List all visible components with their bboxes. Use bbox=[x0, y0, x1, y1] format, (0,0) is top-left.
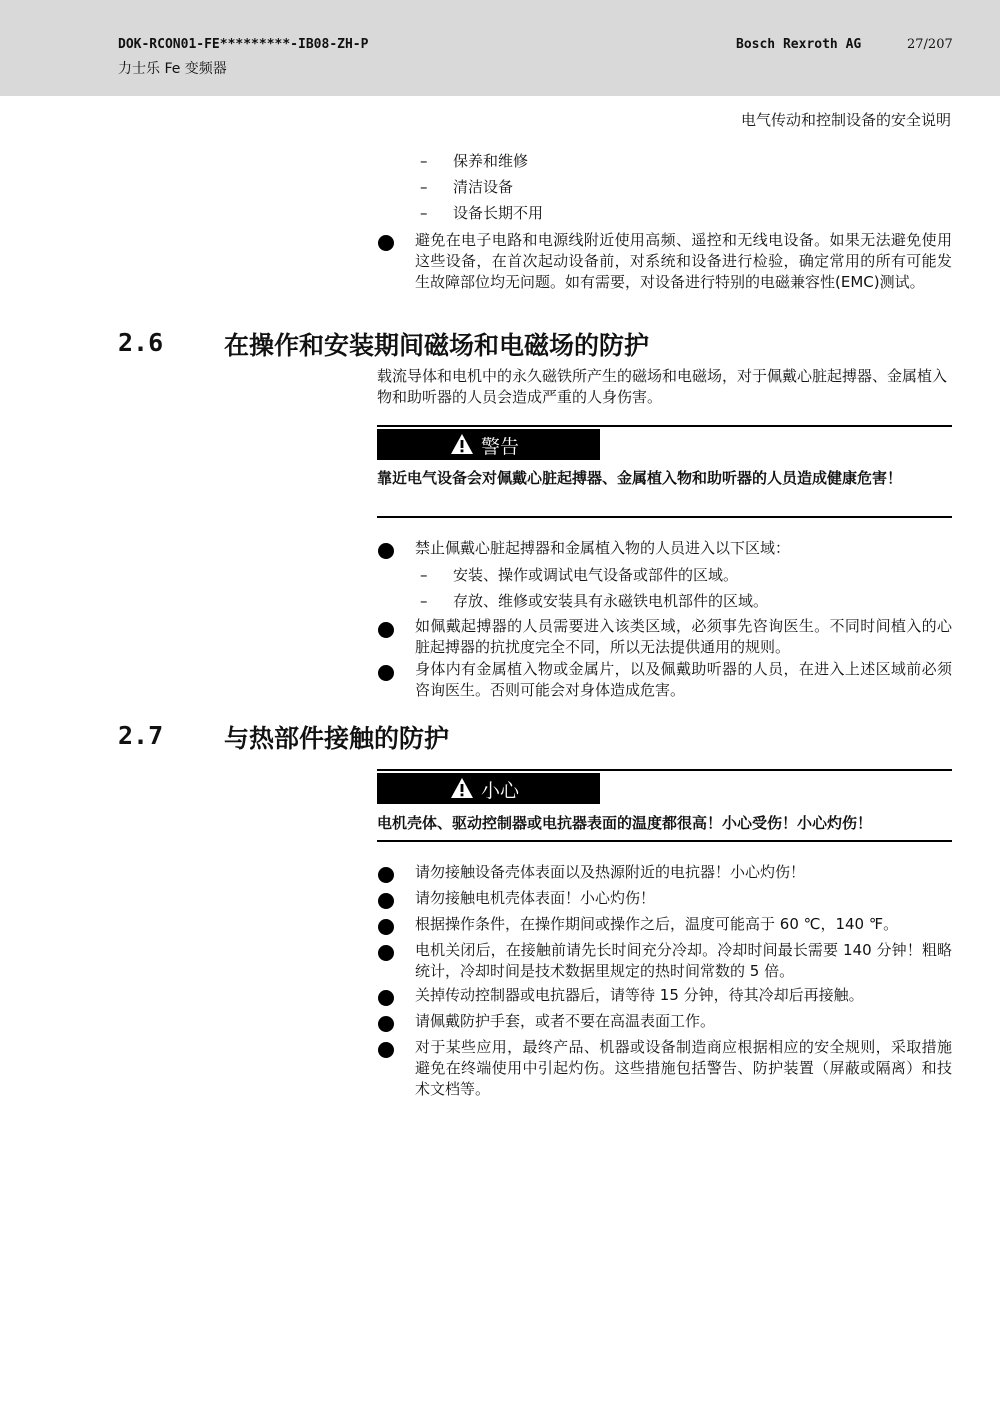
list-item: 如佩戴起搏器的人员需要进入该类区域，必须事先咨询医生。不同时间植入的心脏起搏器的抗扰度完全不同，所以无法提供通用的规则。 bbox=[415, 617, 952, 656]
list-item: 根据操作条件，在操作期间或操作之后，温度可能高于 60 ℃，140 ℉。 bbox=[415, 915, 899, 933]
bullet-icon bbox=[378, 235, 394, 251]
section-number: 2.7 bbox=[118, 721, 164, 750]
caution-bottom-rule bbox=[377, 840, 952, 842]
dash-marker: – bbox=[420, 152, 428, 170]
dash-marker: – bbox=[420, 566, 428, 584]
warning-text: 靠近电气设备会对佩戴心脏起搏器、金属植入物和助听器的人员造成健康危害！ bbox=[377, 469, 903, 487]
bullet-icon bbox=[378, 893, 394, 909]
caution-text: 电机壳体、驱动控制器或电抗器表面的温度都很高！小心受伤！小心灼伤！ bbox=[377, 814, 873, 832]
list-item: 请勿接触设备壳体表面以及热源附近的电抗器！小心灼伤！ bbox=[415, 863, 806, 881]
warning-banner bbox=[377, 429, 600, 460]
bullet-icon bbox=[378, 543, 394, 559]
section-intro: 载流导体和电机中的永久磁铁所产生的磁场和电磁场，对于佩戴心脏起搏器、金属植入物和助听器的人员会造成严重的人身伤害。 bbox=[377, 367, 948, 406]
section-number: 2.6 bbox=[118, 328, 164, 357]
chapter-title: 电气传动和控制设备的安全说明 bbox=[740, 111, 951, 129]
bullet-icon bbox=[378, 867, 394, 883]
list-item: 电机关闭后，在接触前请先长时间充分冷却。冷却时间最长需要 140 分钟！粗略统计，冷却时间是技术数据里规定的热时间常数的 5 倍。 bbox=[415, 941, 952, 980]
list-item: 保养和维修 bbox=[453, 152, 529, 170]
warning-label: 警告 bbox=[481, 436, 520, 458]
bullet-icon bbox=[378, 665, 394, 681]
bullet-icon bbox=[378, 1016, 394, 1032]
section-title: 与热部件接触的防护 bbox=[224, 724, 450, 753]
list-item: 禁止佩戴心脏起搏器和金属植入物的人员进入以下区域： bbox=[415, 539, 791, 557]
bullet-icon bbox=[378, 919, 394, 935]
page-header bbox=[0, 0, 1000, 96]
bullet-icon bbox=[378, 622, 394, 638]
company-name: Bosch Rexroth AG bbox=[736, 37, 862, 52]
warning-top-rule bbox=[377, 425, 952, 427]
page-number: 27/207 bbox=[907, 37, 953, 52]
list-item: 设备长期不用 bbox=[453, 204, 544, 222]
product-name: 力士乐 Fe 变频器 bbox=[118, 61, 227, 77]
list-item: 避免在电子电路和电源线附近使用高频、遥控和无线电设备。如果无法避免使用这些设备，在首次起动设备前，对系统和设备进行检验，确定常用的所有可能发生故障部位均无问题。如有需要，对设备进行特别的电磁兼容性(EMC)测试。 bbox=[415, 231, 952, 291]
list-item: 请佩戴防护手套，或者不要在高温表面工作。 bbox=[415, 1012, 716, 1030]
caution-top-rule bbox=[377, 769, 952, 771]
dash-marker: – bbox=[420, 592, 428, 610]
section-title: 在操作和安装期间磁场和电磁场的防护 bbox=[224, 331, 650, 360]
list-item: 关掉传动控制器或电抗器后，请等待 15 分钟，待其冷却后再接触。 bbox=[415, 986, 864, 1004]
list-item: 对于某些应用，最终产品、机器或设备制造商应根据相应的安全规则，采取措施避免在终端使用中引起灼伤。这些措施包括警告、防护装置（屏蔽或隔离）和技术文档等。 bbox=[415, 1038, 952, 1098]
caution-banner bbox=[377, 773, 600, 804]
caution-label: 小心 bbox=[481, 780, 520, 802]
document-code: DOK-RCON01-FE*********-IB08-ZH-P bbox=[118, 37, 369, 52]
list-item: 存放、维修或安装具有永磁铁电机部件的区域。 bbox=[453, 592, 769, 610]
dash-marker: – bbox=[420, 178, 428, 196]
list-item: 请勿接触电机壳体表面！小心灼伤！ bbox=[415, 889, 656, 907]
bullet-icon bbox=[378, 990, 394, 1006]
bullet-icon bbox=[378, 945, 394, 961]
bullet-icon bbox=[378, 1042, 394, 1058]
caution-triangle-icon bbox=[450, 777, 474, 799]
warning-triangle-icon bbox=[450, 433, 474, 455]
warning-bottom-rule bbox=[377, 516, 952, 518]
list-item: 身体内有金属植入物或金属片，以及佩戴助听器的人员，在进入上述区域前必须咨询医生。否则可能会对身体造成危害。 bbox=[415, 660, 952, 699]
list-item: 清洁设备 bbox=[453, 178, 514, 196]
dash-marker: – bbox=[420, 204, 428, 222]
list-item: 安装、操作或调试电气设备或部件的区域。 bbox=[453, 566, 739, 584]
